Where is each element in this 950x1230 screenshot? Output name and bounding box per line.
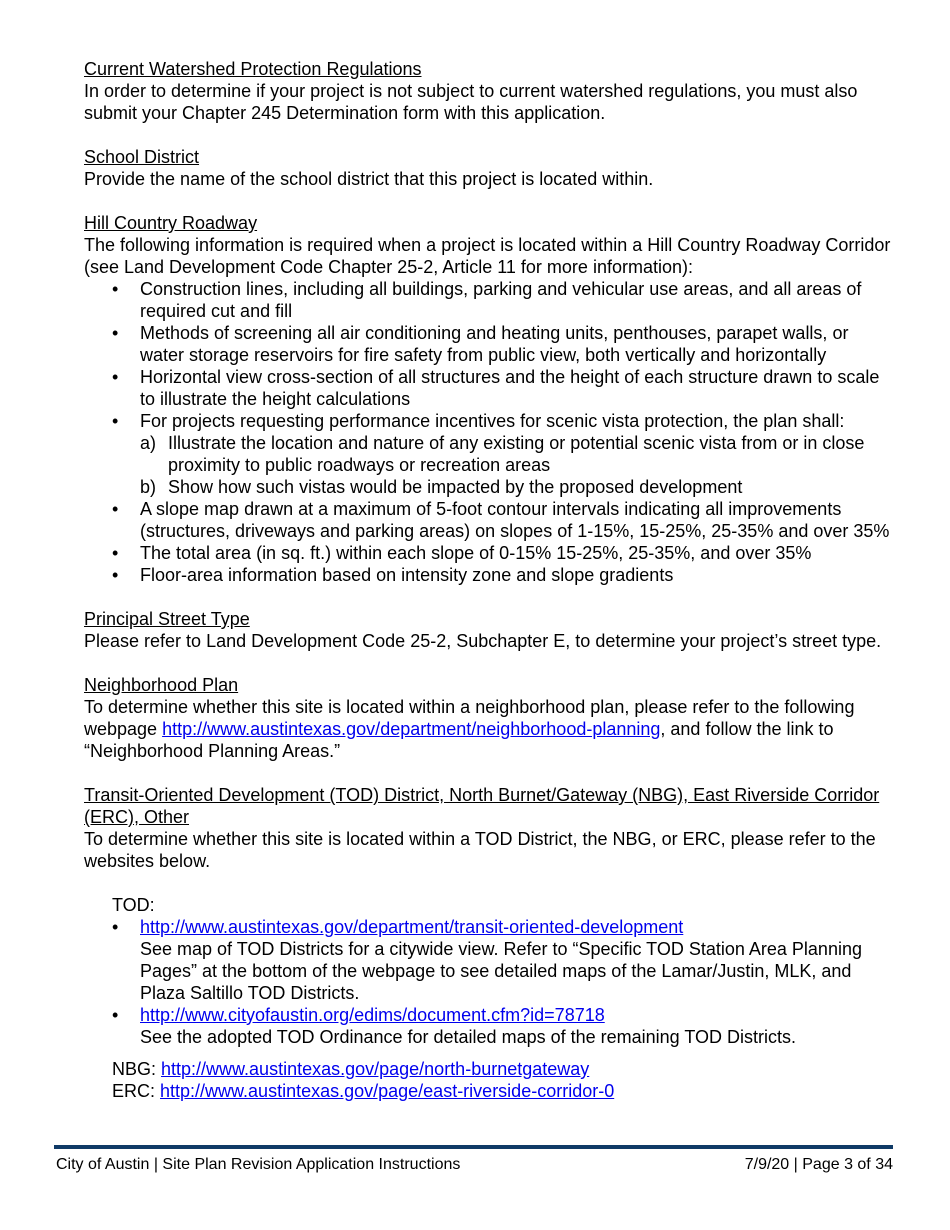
list-item-text: Construction lines, including all buildings, parking and vehicular use areas, and all areas of required cut and fill (140, 279, 862, 321)
bullet-icon: • (112, 411, 119, 431)
requirements-list (84, 278, 894, 586)
sub-list-marker: b) (140, 477, 157, 497)
section-heading: Transit-Oriented Development (TOD) District, North Burnet/Gateway (NBG), East Riverside Corridor (ERC), Other (84, 785, 880, 827)
section-watershed (84, 58, 894, 124)
neighborhood-planning-link[interactable]: http://www.austintexas.gov/department/neighborhood-planning (162, 719, 661, 739)
bullet-icon: • (112, 367, 119, 387)
section-body: In order to determine if your project is not subject to current watershed regulations, you must also submit your Chapter 245 Determination form with this application. (84, 81, 858, 123)
tod-label: TOD: (112, 895, 155, 915)
section-body (84, 696, 894, 762)
tod-link-list (84, 916, 894, 1048)
section-principal-street-type (84, 608, 894, 652)
list-item-text: Horizontal view cross-section of all structures and the height of each structure drawn to scale to illustrate the height calculations (140, 367, 880, 409)
erc-link[interactable]: http://www.austintexas.gov/page/east-riverside-corridor-0 (160, 1081, 615, 1101)
sub-list (140, 432, 894, 498)
section-heading: Hill Country Roadway (84, 213, 258, 233)
bullet-icon: • (112, 499, 119, 519)
list-item (84, 278, 894, 322)
section-neighborhood-plan (84, 674, 894, 762)
section-heading: Principal Street Type (84, 609, 250, 629)
section-body: Please refer to Land Development Code 25-2, Subchapter E, to determine your project’s street type. (84, 631, 882, 651)
tod-link[interactable]: http://www.austintexas.gov/department/transit-oriented-development (140, 917, 684, 937)
body-text: , and follow the link to “Neighborhood Planning Areas.” (84, 719, 834, 761)
section-heading: School District (84, 147, 200, 167)
page-content (84, 58, 894, 1124)
bullet-icon: • (112, 279, 119, 299)
bullet-icon: • (112, 917, 119, 937)
nbg-line (84, 1058, 894, 1080)
erc-line (84, 1080, 894, 1102)
list-item-text: Floor-area information based on intensity zone and slope gradients (140, 565, 674, 585)
footer-document-title: City of Austin | Site Plan Revision Application Instructions (56, 1156, 461, 1173)
footer-divider (54, 1145, 893, 1149)
sub-list-item (140, 476, 894, 498)
sub-list-item-text: Illustrate the location and nature of any existing or potential scenic vista from or in close proximity to public roadways or recreation areas (168, 433, 865, 475)
tod-ordinance-link[interactable]: http://www.cityofaustin.org/edims/document.cfm?id=78718 (140, 1005, 605, 1025)
bullet-icon: • (112, 1005, 119, 1025)
sub-list-marker: a) (140, 433, 157, 453)
list-item (84, 542, 894, 564)
list-item-text: Methods of screening all air conditioning and heating units, penthouses, parapet walls, or water storage reservoirs for fire safety from public view, both vertically and horizontally (140, 323, 849, 365)
list-item (84, 366, 894, 410)
nbg-label: NBG: (112, 1059, 162, 1079)
section-hill-country-roadway (84, 212, 894, 586)
body-text: To determine whether this site is located within a neighborhood plan, please refer to the following webpage (84, 697, 855, 739)
list-item-text: For projects requesting performance incentives for scenic vista protection, the plan shall: (140, 411, 845, 431)
link-description: See map of TOD Districts for a citywide view. Refer to “Specific TOD Station Area Planning Pages” at the bottom of the webpage to see detailed maps of the Lamar/Justin, MLK, and Plaza Saltillo TOD Districts. (140, 939, 862, 1003)
section-school-district (84, 146, 894, 190)
sub-list-item-text: Show how such vistas would be impacted by the proposed development (168, 477, 743, 497)
footer-page-number: 7/9/20 | Page 3 of 34 (744, 1156, 893, 1173)
bullet-icon: • (112, 543, 119, 563)
list-item (84, 498, 894, 542)
list-item (84, 410, 894, 498)
section-intro: The following information is required when a project is located within a Hill Country Roadway Corridor (see Land Development Code Chapter 25-2, Article 11 for more information): (84, 235, 891, 277)
section-heading: Neighborhood Plan (84, 675, 239, 695)
section-tod (84, 784, 894, 1102)
bullet-icon: • (112, 323, 119, 343)
list-item (84, 322, 894, 366)
sub-list-item (140, 432, 894, 476)
list-item (84, 916, 894, 1004)
link-description: See the adopted TOD Ordinance for detailed maps of the remaining TOD Districts. (140, 1027, 797, 1047)
nbg-link[interactable]: http://www.austintexas.gov/page/north-burnetgateway (161, 1059, 590, 1079)
list-item (84, 564, 894, 586)
list-item-text: A slope map drawn at a maximum of 5-foot contour intervals indicating all improvements (structures, driveways and parking areas) on slopes of 1-15%, 15-25%, 25-35% and over 35% (140, 499, 890, 541)
section-intro: To determine whether this site is located within a TOD District, the NBG, or ERC, please refer to the websites below. (84, 829, 876, 871)
section-body: Provide the name of the school district that this project is located within. (84, 169, 654, 189)
section-heading: Current Watershed Protection Regulations (84, 59, 422, 79)
list-item (84, 1004, 894, 1048)
bullet-icon: • (112, 565, 119, 585)
list-item-text: The total area (in sq. ft.) within each slope of 0-15% 15-25%, 25-35%, and over 35% (140, 543, 812, 563)
erc-label: ERC: (112, 1081, 161, 1101)
